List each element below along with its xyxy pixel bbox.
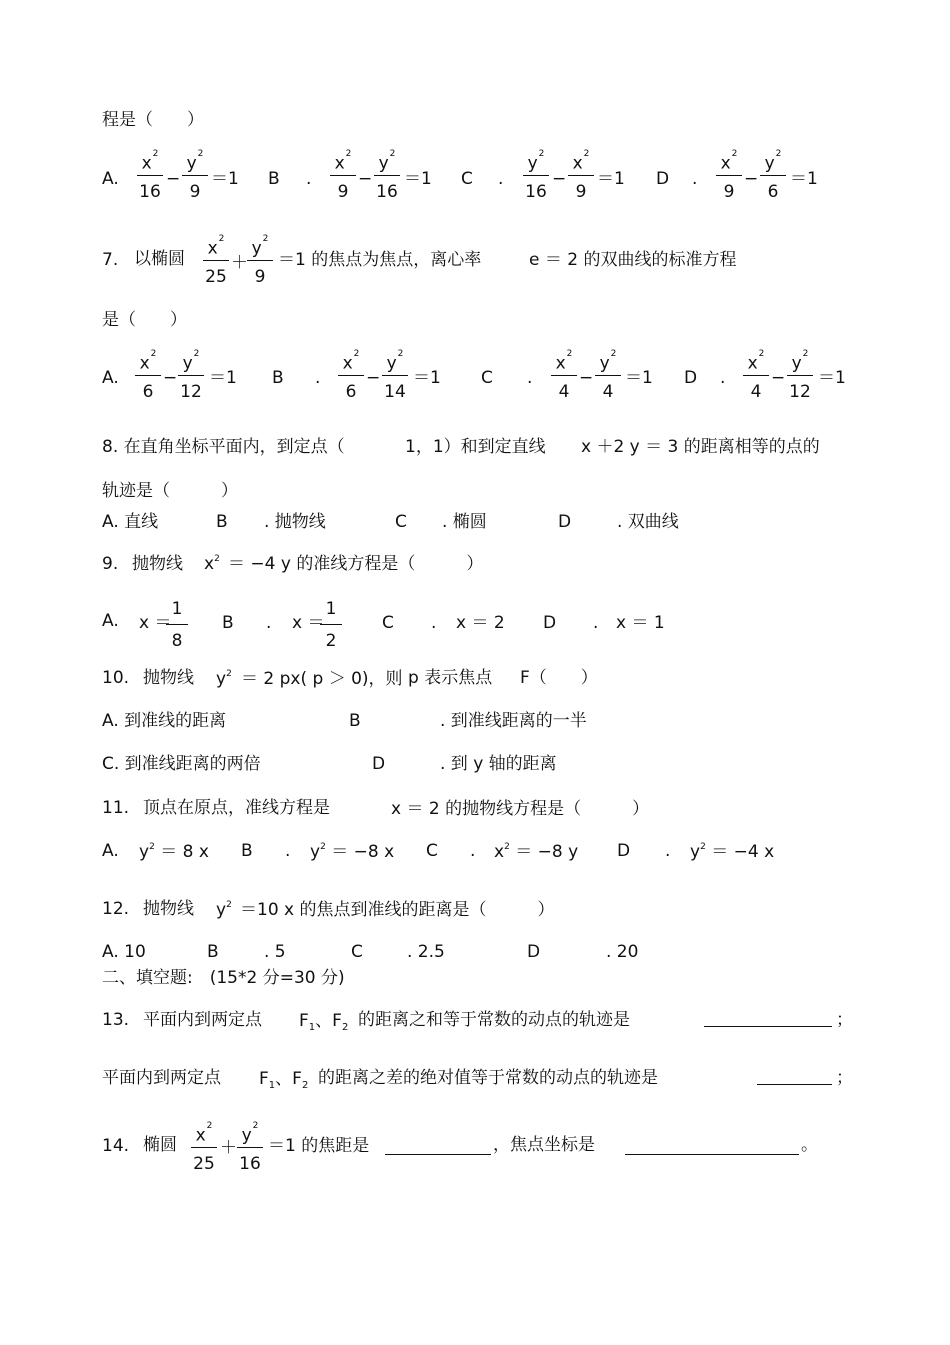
q13-semi-1: ； (836, 1010, 853, 1030)
q7-frac2: $y^2$ 9 (245, 235, 275, 287)
q12-opt-c-label: C (351, 942, 363, 962)
q6-a-frac2: $y^2$ 9 (180, 150, 210, 202)
q7-opt-c-label: C (481, 368, 493, 388)
q11-opt-d-label: D (617, 841, 631, 861)
q6-d-minus: − (744, 169, 759, 189)
q13-semi-2: ； (836, 1068, 853, 1088)
q6-d-frac1: $x^2$ 9 (714, 150, 744, 202)
q8-opt-d-text: . 双曲线 (617, 512, 679, 532)
q9-a-x: x ＝ (139, 613, 172, 633)
q7-c-dot: . (527, 368, 533, 388)
q11-c-text: $x^2 = -8$ y (494, 842, 579, 862)
q12-text1: 抛物线 (143, 899, 194, 919)
q12-opt-a: A. 10 (102, 942, 146, 962)
q6-b-frac2: $y^2$ 16 (372, 150, 402, 202)
q6-c-frac1: $y^2$ 16 (521, 150, 551, 202)
q6-c-frac2: $x^2$ 9 (566, 150, 596, 202)
q7-plus: ＋ (231, 253, 248, 273)
q7-d-eq: ＝1 (818, 368, 846, 388)
q13-text2: 的距离之和等于常数的动点的轨迹是 (358, 1010, 630, 1030)
q7-c-eq: ＝1 (625, 368, 653, 388)
q10-number: 10. (102, 668, 130, 688)
q14-end: 。 (801, 1135, 818, 1155)
q10-opt-d-label: D (372, 754, 386, 774)
q14-blank-focus-coords[interactable] (625, 1154, 799, 1155)
q11-number: 11. (102, 798, 130, 818)
q6-opt-c-label: C (461, 169, 473, 189)
q10-p: p 表示焦点 (408, 668, 493, 688)
q10-opt-a: A. 到准线的距离 (102, 711, 227, 731)
q13-blank-2[interactable] (757, 1084, 832, 1085)
q12-opt-b-text: . 5 (264, 942, 286, 962)
q6-d-frac2: $y^2$ 6 (758, 150, 788, 202)
q6-opt-b-label: B (268, 169, 280, 189)
q6-opt-a-label: A. (102, 169, 119, 189)
q11-b-text: $y^2 = -8$ x (310, 842, 395, 862)
q12-opt-b-label: B (207, 942, 219, 962)
q8-opt-b-label: B (216, 512, 228, 532)
q8-line1c: x ＋2 y ＝ 3 的距离相等的点的 (581, 437, 820, 457)
q9-eq: ＝ −4 y 的准线方程是（ ） (228, 554, 484, 574)
q6-tail: 程是（ ） (102, 110, 204, 130)
q10-opt-b-text: . 到准线距离的一半 (440, 711, 587, 731)
q6-c-dot: . (498, 169, 504, 189)
q7-a-frac1: $x^2$ 6 (133, 350, 163, 402)
q10-opt-b-label: B (349, 711, 361, 731)
q10-text1: 抛物线 (143, 668, 194, 688)
q13-line2-f1-f2: $F_1$、$F_2$ (259, 1069, 309, 1091)
q7-d-dot: . (720, 368, 726, 388)
q11-c-dot: . (470, 841, 476, 861)
q9-a-frac: 1 8 (164, 599, 190, 651)
q12-opt-d-text: . 20 (606, 942, 639, 962)
q13-text1: 平面内到两定点 (143, 1010, 262, 1030)
q9-opt-c-label: C (382, 613, 394, 633)
q9-text1: 抛物线 (132, 554, 183, 574)
q7-a-frac2: $y^2$ 12 (176, 350, 206, 402)
q13-line2a: 平面内到两定点 (102, 1068, 221, 1088)
q7-text3: 是（ ） (102, 310, 187, 330)
q7-d-frac2: $y^2$ 12 (785, 350, 815, 402)
q9-c-dot: . (431, 613, 437, 633)
q9-number: 9. (102, 554, 119, 574)
q6-b-minus: − (358, 169, 373, 189)
q6-c-minus: − (552, 169, 567, 189)
q9-d-text: x ＝ 1 (616, 613, 665, 633)
q10-eq: ＝ 2 px( p ＞ 0)，则 (241, 669, 403, 689)
q6-a-eq: ＝1 (211, 169, 239, 189)
section-fill-in-title: 二、填空题: (15*2 分=30 分) (102, 968, 345, 988)
q7-a-eq: ＝1 (209, 368, 237, 388)
q7-b-frac2: $y^2$ 14 (380, 350, 410, 402)
q9-b-frac: 1 2 (318, 599, 344, 651)
q11-d-text: $y^2 = -4$ x (690, 842, 775, 862)
q9-d-dot: . (593, 613, 599, 633)
q7-c-frac1: $x^2$ 4 (549, 350, 579, 402)
q7-b-dot: . (315, 368, 321, 388)
q13-f1-f2: $F_1$、$F_2$ (299, 1011, 349, 1033)
q7-number: 7. (102, 250, 119, 270)
q8-opt-c-text: . 椭圆 (442, 512, 487, 532)
q6-opt-d-label: D (656, 169, 670, 189)
q11-b-dot: . (285, 841, 291, 861)
q9-opt-d-label: D (543, 613, 557, 633)
q14-frac2: $y^2$ 16 (235, 1122, 265, 1174)
q12-eq: ＝10 x 的焦点到准线的距离是（ ） (240, 900, 555, 920)
q13-blank-1[interactable] (704, 1026, 832, 1027)
q8-line1b: 1，1）和到定直线 (405, 437, 546, 457)
q7-text2: ＝1 的焦点为焦点，离心率 (278, 250, 482, 270)
q14-number: 14. (102, 1136, 130, 1156)
q7-b-minus: − (366, 368, 381, 388)
q7-frac1: $x^2$ 25 (201, 235, 231, 287)
q6-b-dot: . (306, 169, 312, 189)
q10-opt-c: C. 到准线距离的两倍 (102, 754, 261, 774)
q9-b-x: x ＝ (292, 613, 325, 633)
q10-opt-d-text: . 到 y 轴的距离 (440, 754, 557, 774)
q11-d-dot: . (665, 841, 671, 861)
q6-a-frac1: $x^2$ 16 (135, 150, 165, 202)
q9-c-text: x ＝ 2 (456, 613, 505, 633)
q6-d-dot: . (692, 169, 698, 189)
q12-y: $y^2$ (216, 900, 232, 920)
q7-b-frac1: $x^2$ 6 (336, 350, 366, 402)
q9-opt-b-label: B (222, 613, 234, 633)
q14-text3: ，焦点坐标是 (493, 1135, 595, 1155)
q14-frac1: $x^2$ 25 (189, 1122, 219, 1174)
q8-line2: 轨迹是（ ） (102, 481, 238, 501)
q8-opt-d-label: D (558, 512, 572, 532)
q10-y: $y^2$ (216, 669, 232, 689)
q8-opt-a: A. 直线 (102, 512, 159, 532)
q7-c-frac2: $y^2$ 4 (593, 350, 623, 402)
q6-d-eq: ＝1 (790, 169, 818, 189)
q7-d-minus: − (771, 368, 786, 388)
q11-text2: x ＝ 2 的抛物线方程是（ ） (391, 799, 650, 819)
q11-opt-c-label: C (426, 841, 438, 861)
q6-a-minus: − (166, 169, 181, 189)
q9-opt-a-label: A. (102, 611, 119, 631)
q7-e-eq: e ＝ 2 的双曲线的标准方程 (529, 250, 737, 270)
q11-a-text: $y^2 = 8$ x (139, 842, 209, 862)
q6-c-eq: ＝1 (597, 169, 625, 189)
q8-opt-c-label: C (395, 512, 407, 532)
q11-text1: 顶点在原点，准线方程是 (143, 798, 330, 818)
q7-opt-d-label: D (684, 368, 698, 388)
q11-opt-b-label: B (241, 841, 253, 861)
q14-blank-focal-length[interactable] (385, 1154, 491, 1155)
q13-line2b: 的距离之差的绝对值等于常数的动点的轨迹是 (318, 1068, 658, 1088)
q12-opt-c-text: . 2.5 (407, 942, 445, 962)
q7-d-frac1: $x^2$ 4 (741, 350, 771, 402)
q6-b-frac1: $x^2$ 9 (328, 150, 358, 202)
q7-opt-a-label: A. (102, 368, 119, 388)
q9-b-dot: . (266, 613, 272, 633)
q8-opt-b-text: . 抛物线 (264, 512, 326, 532)
q8-line1a: 8. 在直角坐标平面内，到定点（ (102, 437, 345, 457)
q7-c-minus: − (579, 368, 594, 388)
q6-b-eq: ＝1 (404, 169, 432, 189)
q13-number: 13. (102, 1010, 130, 1030)
q7-text1: 以椭圆 (134, 249, 185, 269)
q14-plus: ＋ (220, 1138, 237, 1158)
q12-number: 12. (102, 899, 130, 919)
q14-text2: ＝1 的焦距是 (268, 1136, 370, 1156)
q10-f: F（ ） (520, 668, 598, 688)
q7-a-minus: − (163, 368, 178, 388)
q14-text1: 椭圆 (143, 1135, 177, 1155)
q7-opt-b-label: B (272, 368, 284, 388)
q9-x: $x^2$ (204, 554, 220, 574)
q11-opt-a-label: A. (102, 841, 119, 861)
q12-opt-d-label: D (527, 942, 541, 962)
q7-b-eq: ＝1 (413, 368, 441, 388)
